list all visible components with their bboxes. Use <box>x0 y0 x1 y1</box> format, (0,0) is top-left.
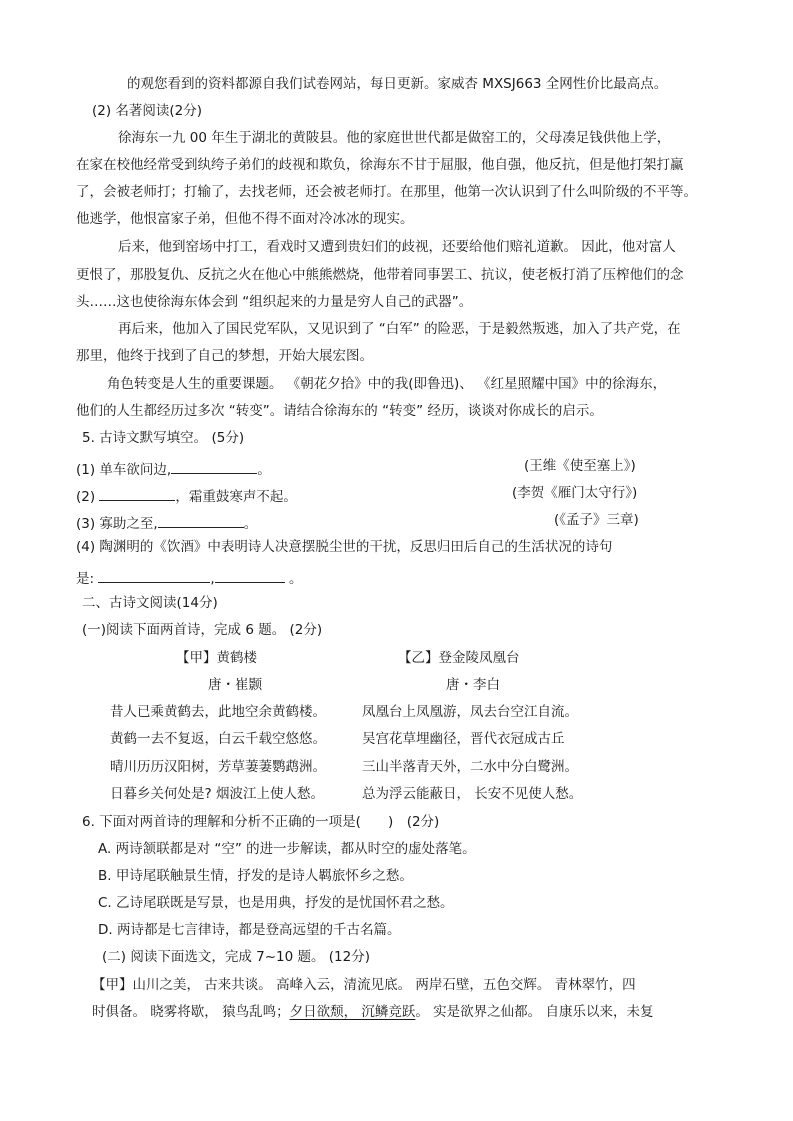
fill-item-text: 。 <box>257 462 271 478</box>
paragraph-line: 更恨了，那股复仇、反抗之火在他心中熊熊燃烧，他带着同事罢工、抗议，使老板打消了压榨他们的念 <box>76 267 684 283</box>
passage-text: 。 实是欲界之仙都。 自康乐以来，未复 <box>415 1004 654 1020</box>
option-d[interactable]: D. 两诗都是七言律诗，都是登高远望的千古名篇。 <box>98 922 401 938</box>
fill-item-2 <box>76 487 297 505</box>
poem-a-line: 黄鹤一去不复返，白云千载空悠悠。 <box>110 731 326 747</box>
question-prompt-line: 角色转变是人生的重要课题。 《朝花夕拾》中的我(即鲁迅)、 《红星照耀中国》中的徐海东， <box>107 376 667 392</box>
fill-item-source: (李贺《雁门太守行》) <box>512 485 638 501</box>
passage-line <box>92 1006 653 1020</box>
answer-blank[interactable] <box>99 487 175 501</box>
underlined-phrase: 夕日欲颓， 沉鳞竞跃 <box>289 1004 416 1020</box>
fill-item-text: ，霜重鼓寒声不起。 <box>175 489 297 505</box>
paragraph-line: 后来，他到窑场中打工，看戏时又遭到贵妇们的歧视，还要给他们赔礼道歉。 因此，他对富人 <box>118 239 676 255</box>
paragraph-line: 了，会被老师打；打输了，去找老师，还会被老师打。在那里，他第一次认识到了什么叫阶级的不平等。 <box>76 184 697 200</box>
option-a[interactable]: A. 两诗颔联都是对 “空” 的进一步解读，都从时空的虚处落笔。 <box>98 841 476 857</box>
fill-item-text: 是: <box>76 571 95 587</box>
fill-item-text: , <box>210 571 215 587</box>
poem-b-line: 三山半落青天外，二水中分白鹭洲。 <box>362 759 578 775</box>
poem-a-title: 【甲】黄鹤楼 <box>176 650 257 666</box>
poem-b-line: 吴宫花草埋幽径，晋代衣冠成古丘 <box>362 731 565 747</box>
option-c[interactable]: C. 乙诗尾联既是写景，也是用典，抒发的是忧国怀君之愁。 <box>98 895 454 911</box>
fill-item-text: 。 <box>288 571 303 587</box>
poem-a-line: 日暮乡关何处是? 烟波江上使人愁。 <box>110 786 324 802</box>
poem-b-line: 凤凰台上凤凰游，凤去台空江自流。 <box>362 704 578 720</box>
fill-item-text: (3) 寡助之至, <box>76 516 158 532</box>
poem-a-line: 晴川历历汉阳树，芳草萋萋鹦鹉洲。 <box>110 759 326 775</box>
fill-item-1 <box>76 460 271 478</box>
subsection-header: (一)阅读下面两首诗，完成 6 题。 (2分) <box>82 622 323 638</box>
passage-line: 【甲】山川之美， 古来共谈。 高峰入云，清流见底。 两岸石壁，五色交辉。 青林翠竹，四 <box>92 977 636 993</box>
poem-a-line: 昔人已乘黄鹤去，此地空余黄鹤楼。 <box>110 704 326 720</box>
option-b[interactable]: B. 甲诗尾联触景生情，抒发的是诗人羁旅怀乡之愁。 <box>98 868 413 884</box>
fill-item-text: 。 <box>243 516 258 532</box>
paragraph-line: 头……这也使徐海东体会到 “组织起来的力量是穷人自己的武器”。 <box>76 294 473 310</box>
section-header-famous-reading: (2) 名著阅读(2分) <box>92 103 203 119</box>
passage-text: 时俱备。 晓雾将歇， 猿鸟乱鸣； <box>92 1004 290 1020</box>
poem-a-author: 唐・崔颢 <box>208 677 262 693</box>
poem-b-line: 总为浮云能蔽日， 长安不见使人愁。 <box>362 786 583 802</box>
fill-item-4 <box>76 569 302 587</box>
fill-item-source: (王维《使至塞上》) <box>524 458 636 474</box>
subsection-header: (二) 阅读下面选文，完成 7~10 题。 (12分) <box>102 949 370 965</box>
fill-item-source: (《孟子》三章) <box>554 512 639 528</box>
section-header: 二、古诗文阅读(14分) <box>82 595 218 611</box>
question-prompt-line: 他们的人生都经历过多次 “转变”。请结合徐海东的 “转变” 经历，谈谈对你成长的启示。 <box>76 403 603 419</box>
answer-blank[interactable] <box>98 569 210 583</box>
fill-item-text: (2) <box>76 489 96 505</box>
paragraph-line: 他逃学，他恨富家子弟，但他不得不面对冷冰冰的现实。 <box>76 211 414 227</box>
paragraph-line: 徐海东一九 00 年生于湖北的黄陂县。他的家庭世世代都是做窑工的，父母凑足钱供他上学， <box>118 130 671 146</box>
fill-item-4-stem: (4) 陶渊明的《饮酒》中表明诗人决意摆脱尘世的干扰，反思归田后自己的生活状况的诗句 <box>76 539 613 555</box>
paragraph-line: 那里，他终于找到了自己的梦想，开始大展宏图。 <box>76 348 373 364</box>
answer-blank[interactable] <box>215 569 285 583</box>
poem-b-author: 唐・李白 <box>446 677 500 693</box>
ad-line: 的观您看到的资料都源自我们试卷网站，每日更新。家威杏 MXSJ663 全网性价比最高点。 <box>127 76 668 92</box>
paragraph-line: 在家在校他经常受到纨绔子弟们的歧视和欺负，徐海东不甘于屈服，他自强，他反抗，但是他打架打赢 <box>76 157 684 173</box>
answer-blank[interactable] <box>158 514 244 528</box>
fill-item-3 <box>76 514 257 532</box>
question-5-header: 5. 古诗文默写填空。 (5分) <box>82 430 245 446</box>
answer-blank[interactable] <box>171 460 257 474</box>
fill-item-text: (1) 单车欲问边, <box>76 462 172 478</box>
poem-b-title: 【乙】登金陵凤凰台 <box>398 650 520 666</box>
paragraph-line: 再后来，他加入了国民党军队，又见识到了 “白军” 的险恶，于是毅然叛逃，加入了共产党，在 <box>118 321 681 337</box>
question-6-stem: 6. 下面对两首诗的理解和分析不正确的一项是( ) (2分) <box>82 814 440 830</box>
